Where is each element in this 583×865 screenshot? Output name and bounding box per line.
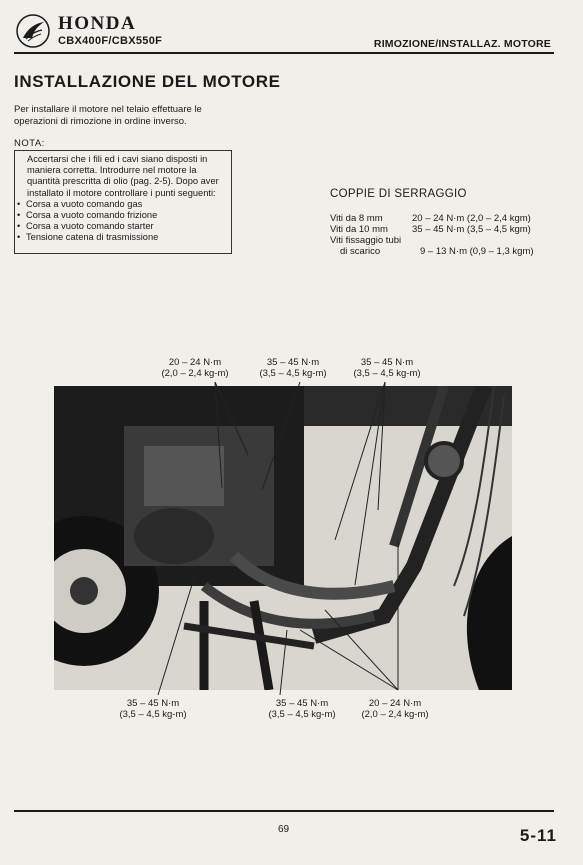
torque-row-value: 20 – 24 N·m (2,0 – 2,4 kgm) bbox=[412, 213, 531, 224]
callout-nm: 20 – 24 N·m bbox=[368, 698, 422, 709]
header-rule bbox=[14, 52, 554, 54]
callout-nm: 20 – 24 N·m bbox=[168, 357, 222, 368]
callout-nm: 35 – 45 N·m bbox=[360, 357, 414, 368]
callout-kgm: (2,0 – 2,4 kg-m) bbox=[361, 709, 429, 720]
nota-item: • Corsa a vuoto comando gas bbox=[27, 199, 227, 210]
nota-item: • Corsa a vuoto comando frizione bbox=[27, 210, 227, 221]
nota-box bbox=[14, 150, 232, 254]
callout-kgm: (3,5 – 4,5 kg-m) bbox=[259, 368, 327, 379]
callout-kgm: (3,5 – 4,5 kg-m) bbox=[353, 368, 421, 379]
page-number: 69 bbox=[278, 824, 290, 835]
callout-kgm: (3,5 – 4,5 kg-m) bbox=[119, 709, 187, 720]
torque-row-label: Viti da 8 mm bbox=[330, 213, 383, 224]
torque-row-value: 9 – 13 N·m (0,9 – 1,3 kgm) bbox=[420, 246, 534, 257]
nota-item: • Corsa a vuoto comando starter bbox=[27, 221, 227, 232]
chapter-page-number: 5-11 bbox=[519, 826, 557, 845]
torque-callout bbox=[257, 698, 347, 720]
torque-callout bbox=[342, 357, 432, 379]
callout-kgm: (2,0 – 2,4 kg-m) bbox=[161, 368, 229, 379]
callout-nm: 35 – 45 N·m bbox=[126, 698, 180, 709]
model-name: CBX400F/CBX550F bbox=[58, 35, 163, 47]
callout-kgm: (3,5 – 4,5 kg-m) bbox=[268, 709, 336, 720]
brand-name: HONDA bbox=[58, 13, 137, 34]
section-title: RIMOZIONE/INSTALLAZ. MOTORE bbox=[373, 38, 551, 50]
torque-callout bbox=[150, 357, 240, 379]
honda-wing-logo bbox=[16, 14, 50, 48]
callout-nm: 35 – 45 N·m bbox=[275, 698, 329, 709]
engine-frame-photo bbox=[54, 386, 512, 690]
nota-item: • Tensione catena di trasmissione bbox=[27, 232, 227, 243]
page-title: INSTALLAZIONE DEL MOTORE bbox=[14, 72, 281, 91]
torque-row-value: 35 – 45 N·m (3,5 – 4,5 kgm) bbox=[412, 224, 531, 235]
torque-row-label: Viti fissaggio tubi bbox=[330, 235, 402, 246]
nota-text: Accertarsi che i fili ed i cavi siano disposti in maniera corretta. Introdurre nel motore la quantità prescritta di olio (pag. 2-5). Dopo aver installato il motore controllare i punti seguenti: bbox=[27, 154, 219, 198]
callout-nm: 35 – 45 N·m bbox=[266, 357, 320, 368]
torque-callout bbox=[248, 357, 338, 379]
intro-paragraph: Per installare il motore nel telaio effettuare le operazioni di rimozione in ordine inverso. bbox=[14, 104, 202, 127]
footer-rule bbox=[14, 810, 554, 812]
nota-checklist bbox=[27, 199, 227, 244]
nota-label: NOTA: bbox=[14, 138, 45, 149]
torque-row-label: di scarico bbox=[340, 246, 381, 257]
torque-title: COPPIE DI SERRAGGIO bbox=[330, 188, 467, 200]
torque-callout bbox=[108, 698, 198, 720]
torque-callout bbox=[350, 698, 440, 720]
torque-row-label: Viti da 10 mm bbox=[330, 224, 388, 235]
